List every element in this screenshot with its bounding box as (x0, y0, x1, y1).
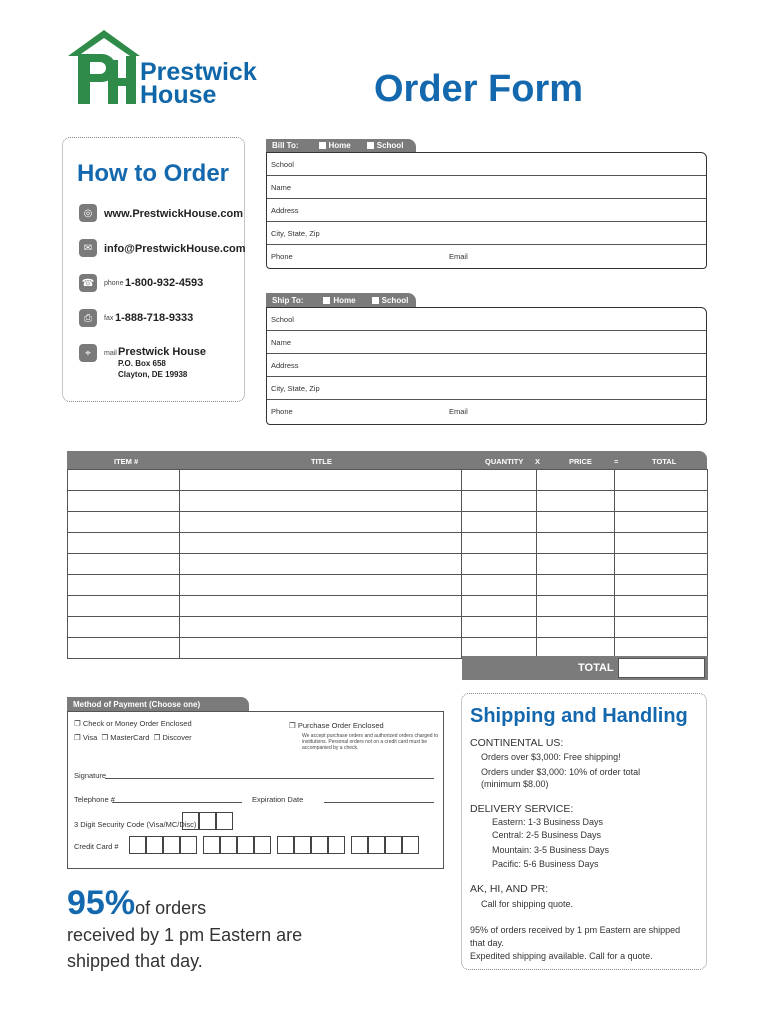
logo (68, 30, 268, 109)
payment-header (67, 697, 249, 711)
note-line3: Expedited shipping available. Call for a quote. (470, 951, 653, 961)
delivery-pacific: Pacific: 5-6 Business Days (492, 859, 599, 869)
table-row[interactable] (68, 596, 708, 617)
table-row[interactable] (68, 533, 708, 554)
ship-to-phone-label: Phone (271, 407, 293, 416)
fax-number: 1-888-718-9333 (115, 312, 194, 324)
security-code-label: 3 Digit Security Code (Visa/MC/Disc) (74, 820, 197, 829)
table-row[interactable] (68, 554, 708, 575)
bill-to-address-field[interactable]: Address (267, 199, 706, 222)
how-to-order-title: How to Order (77, 160, 230, 187)
total-field[interactable] (618, 658, 705, 678)
logo-line1: Prestwick (140, 58, 257, 86)
phone-icon: ☎ (79, 274, 97, 292)
mail-name: Prestwick House (118, 346, 207, 358)
bill-to-phone-email-row[interactable] (267, 245, 706, 268)
house-logo-icon (68, 30, 140, 104)
shipping-box (461, 693, 707, 970)
globe-icon: ◎ (79, 204, 97, 222)
delivery-eastern: Eastern: 1-3 Business Days (492, 817, 604, 827)
table-row[interactable] (68, 491, 708, 512)
mail-box: P.O. Box 658 (118, 359, 166, 368)
website-link[interactable]: www.PrestwickHouse.com (104, 208, 243, 220)
signature-field[interactable] (105, 778, 434, 779)
bill-to-city-field[interactable]: City, State, Zip (267, 222, 706, 245)
telephone-label: Telephone # (74, 795, 115, 804)
card-options[interactable]: ❐ Visa ❐ MasterCard ❐ Discover (74, 733, 192, 742)
delivery-central: Central: 2-5 Business Days (492, 830, 602, 840)
bill-to-school-field[interactable]: School (267, 153, 706, 176)
ship-to-school-option[interactable]: School (372, 296, 409, 305)
bill-to-name-field[interactable]: Name (267, 176, 706, 199)
table-row[interactable] (68, 512, 708, 533)
map-pin-icon: ⌖ (79, 344, 97, 362)
promo-percent: 95% (67, 884, 136, 922)
table-row[interactable] (68, 470, 708, 491)
col-price: PRICE (569, 457, 592, 466)
ak-line1: Call for shipping quote. (481, 899, 574, 909)
total-bar (462, 656, 708, 680)
col-quantity: QUANTITY (485, 457, 524, 466)
promo-headline (67, 884, 206, 923)
checkbox-icon (319, 142, 326, 149)
table-row[interactable] (68, 617, 708, 638)
continental-line3: (minimum $8.00) (481, 779, 549, 789)
credit-card-field[interactable] (129, 836, 419, 854)
how-to-order-box (62, 137, 245, 402)
table-row[interactable] (68, 575, 708, 596)
phone-number: 1-800-932-4593 (125, 277, 204, 289)
ship-to-address-field[interactable]: Address (267, 354, 706, 377)
shipping-title: Shipping and Handling (470, 705, 688, 727)
ship-to-home-option[interactable]: Home (323, 296, 355, 305)
col-item: ITEM # (114, 457, 139, 466)
security-code-field[interactable] (182, 812, 233, 830)
continental-heading: CONTINENTAL US: (470, 737, 564, 749)
ship-to-city-field[interactable]: City, State, Zip (267, 377, 706, 400)
email-link[interactable]: info@PrestwickHouse.com (104, 243, 246, 255)
bill-to-header (266, 139, 416, 152)
continental-line2: Orders under $3,000: 10% of order total (481, 767, 641, 777)
col-total: TOTAL (652, 457, 677, 466)
bill-to-school-option[interactable]: School (367, 141, 404, 150)
expiration-label: Expiration Date (252, 795, 304, 804)
col-eq: = (614, 457, 619, 466)
po-note: We accept purchase orders and authorized orders charged to institutions. Personal orders not on a credit card must be accompanied by a check. (302, 733, 439, 751)
page-title: Order Form (374, 68, 584, 110)
promo-line2: received by 1 pm Eastern are (67, 925, 303, 945)
ship-to-email-label: Email (449, 407, 468, 416)
ak-heading: AK, HI, AND PR: (470, 883, 549, 895)
payment-box (67, 711, 444, 869)
total-label: TOTAL (578, 662, 614, 674)
bill-to-email-label: Email (449, 252, 468, 261)
po-option[interactable]: ❐ Purchase Order Enclosed (289, 721, 384, 730)
ship-to-header (266, 293, 416, 307)
delivery-mountain: Mountain: 3-5 Business Days (492, 845, 610, 855)
checkbox-icon (372, 297, 379, 304)
checkbox-icon (323, 297, 330, 304)
checkbox-icon (367, 142, 374, 149)
signature-label: Signature (74, 771, 107, 780)
ship-to-name-field[interactable]: Name (267, 331, 706, 354)
bill-to-phone-label: Phone (271, 252, 293, 261)
envelope-icon: ✉ (79, 239, 97, 257)
col-title: TITLE (311, 457, 332, 466)
mail-label: mail (104, 350, 117, 357)
bill-to-label: Bill To: (272, 141, 299, 150)
ship-to-label: Ship To: (272, 295, 304, 305)
payment-header-label: Method of Payment (Choose one) (73, 699, 201, 709)
note-line2: that day. (470, 938, 504, 948)
telephone-field[interactable] (112, 802, 242, 803)
bill-to-home-option[interactable]: Home (319, 141, 351, 150)
promo-line3: shipped that day. (67, 951, 203, 971)
ship-to-school-field[interactable]: School (267, 308, 706, 331)
bill-to-form (266, 152, 707, 269)
col-x: X (535, 457, 541, 466)
continental-line1: Orders over $3,000: Free shipping! (481, 752, 621, 762)
phone-label: phone (104, 280, 124, 287)
check-option[interactable]: ❐ Check or Money Order Enclosed (74, 719, 192, 728)
ship-to-phone-email-row[interactable] (267, 400, 706, 423)
fax-label: fax (104, 315, 114, 322)
expiration-field[interactable] (324, 802, 434, 803)
ship-to-form (266, 307, 707, 425)
mail-city: Clayton, DE 19938 (118, 370, 188, 379)
items-table-header (67, 451, 707, 469)
credit-card-label: Credit Card # (74, 842, 119, 851)
note-line1: 95% of orders received by 1 pm Eastern are shipped (470, 925, 681, 935)
logo-line2: House (140, 81, 217, 109)
fax-icon: ⎙ (79, 309, 97, 327)
promo-of-orders: of orders (135, 898, 207, 918)
items-table (67, 469, 708, 659)
delivery-heading: DELIVERY SERVICE: (470, 803, 574, 815)
